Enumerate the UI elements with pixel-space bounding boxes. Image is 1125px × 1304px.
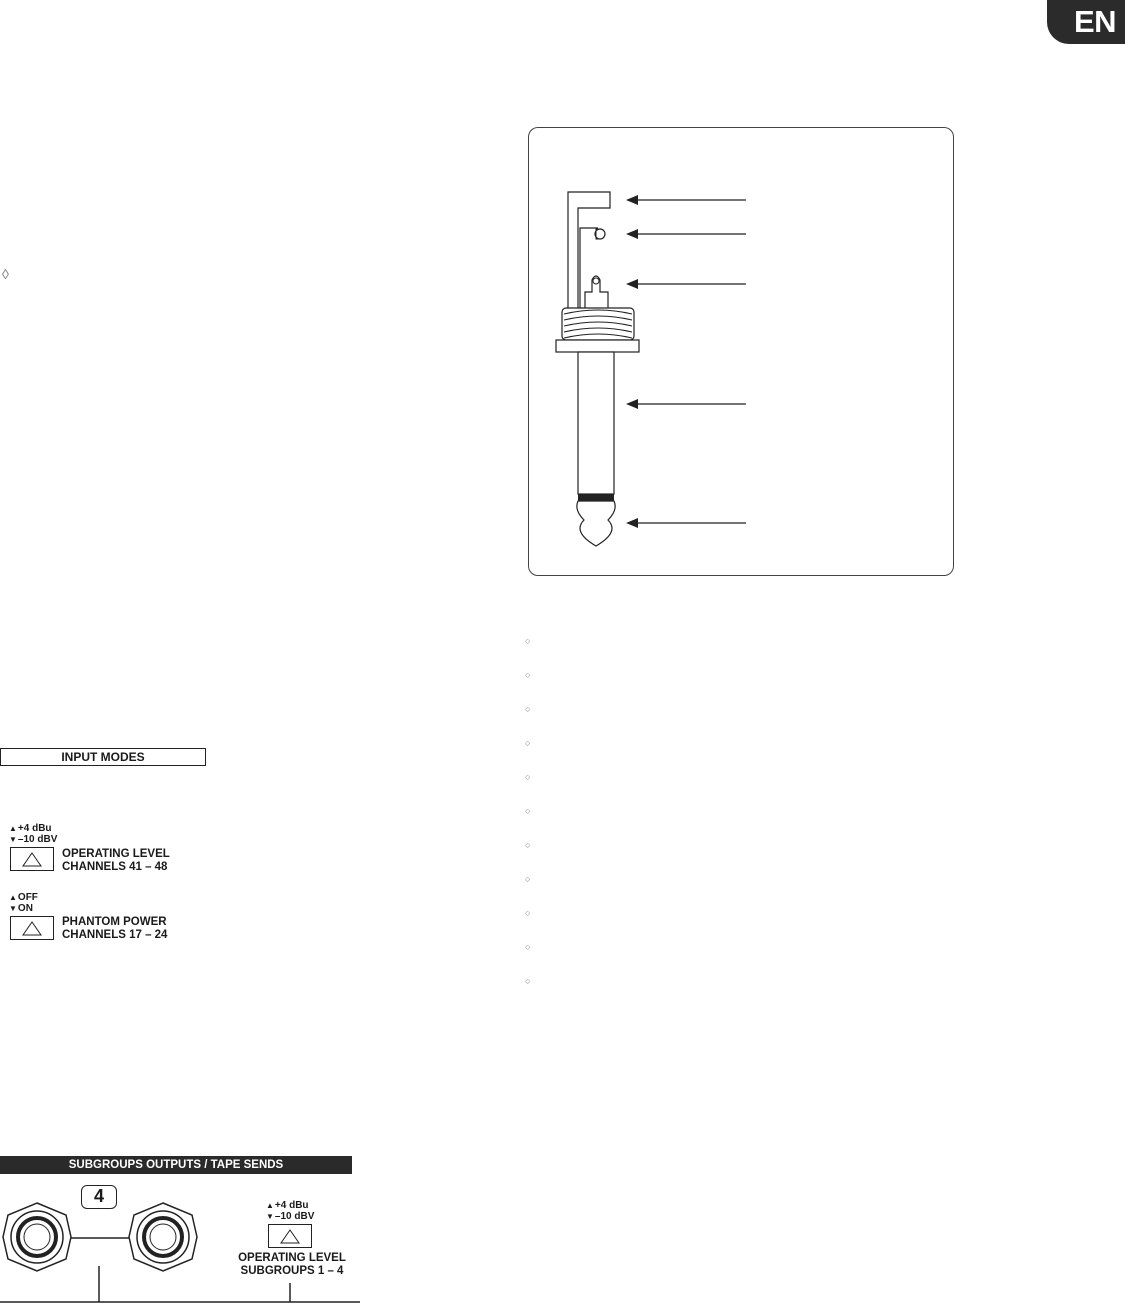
down-triangle-icon: ▼	[266, 1212, 274, 1221]
list-bullet: ○	[525, 806, 531, 816]
down-triangle-icon: ▼	[9, 835, 17, 844]
subgroups-title: SUBGROUPS OUTPUTS / TAPE SENDS	[0, 1156, 352, 1174]
jack-socket-icon-left[interactable]	[2, 1202, 72, 1272]
phantom-power-up-label: ▲OFF	[9, 892, 38, 903]
triangle-icon	[22, 852, 42, 867]
up-triangle-icon: ▲	[9, 824, 17, 833]
subgroup-level-down-label: ▼–10 dBV	[266, 1211, 315, 1222]
list-bullet: ○	[525, 840, 531, 850]
list-bullet: ○	[525, 772, 531, 782]
triangle-icon	[22, 921, 42, 936]
list-bullet: ○	[525, 908, 531, 918]
subgroup-operating-level-label	[236, 1252, 348, 1278]
operating-level-down-label: ▼–10 dBV	[9, 834, 58, 845]
jack-socket-icon-right[interactable]	[128, 1202, 198, 1272]
list-bullet: ○	[525, 670, 531, 680]
list-bullet: ○	[525, 976, 531, 986]
margin-glyph: ◊	[2, 266, 9, 282]
list-bullet: ○	[525, 874, 531, 884]
list-bullet: ○	[525, 704, 531, 714]
operating-level-label-line1: OPERATING LEVEL	[62, 848, 170, 860]
list-bullet: ○	[525, 942, 531, 952]
operating-level-label-line2: CHANNELS 41 – 48	[62, 861, 168, 873]
list-bullet: ○	[525, 738, 531, 748]
phantom-power-label-line2: CHANNELS 17 – 24	[62, 929, 168, 941]
subgroup-number-box: 4	[81, 1185, 117, 1209]
operating-level-up-label: ▲+4 dBu	[9, 823, 52, 834]
subgroup-operating-level-switch[interactable]	[268, 1224, 312, 1248]
phantom-power-label-line1: PHANTOM POWER	[62, 916, 167, 928]
subgroup-label-line1: OPERATING LEVEL	[238, 1252, 346, 1264]
operating-level-label	[62, 848, 170, 874]
operating-level-switch[interactable]	[10, 847, 54, 871]
subgroup-level-up-label: ▲+4 dBu	[266, 1200, 309, 1211]
up-triangle-icon: ▲	[9, 893, 17, 902]
jack-plug-diagram	[540, 180, 760, 550]
phantom-power-label	[62, 916, 167, 942]
language-tab-en[interactable]: EN	[1047, 0, 1125, 44]
down-triangle-icon: ▼	[9, 904, 17, 913]
list-bullet: ○	[525, 636, 531, 646]
triangle-icon	[280, 1229, 300, 1244]
phantom-power-switch[interactable]	[10, 916, 54, 940]
input-modes-title: INPUT MODES	[0, 748, 206, 766]
subgroup-label-line2: SUBGROUPS 1 – 4	[240, 1265, 344, 1277]
phantom-power-down-label: ▼ON	[9, 903, 33, 914]
up-triangle-icon: ▲	[266, 1201, 274, 1210]
